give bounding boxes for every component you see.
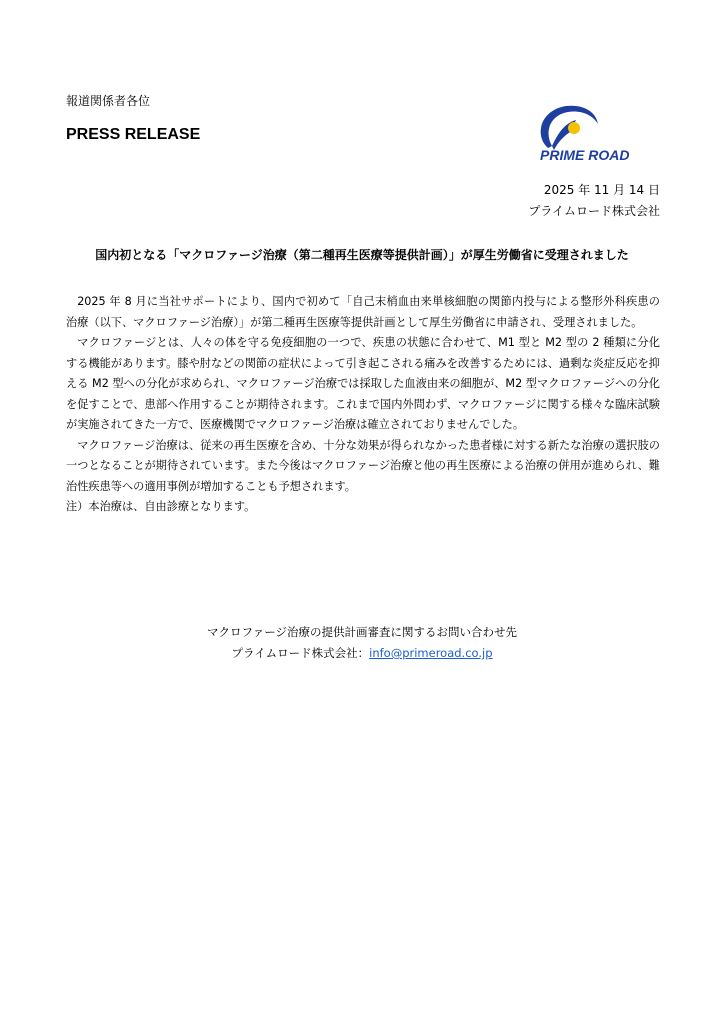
logo-text: PRIME ROAD: [540, 147, 630, 163]
contact-block: [66, 622, 658, 664]
note: 注）本治療は、自由診療となります。: [66, 500, 256, 513]
paragraph-2: マクロファージとは、人々の体を守る免疫細胞の一つで、疾患の状態に合わせて、M1 型と M2 型の 2 種類に分化する機能があります。膝や肘などの関節の症状によって引き起こされる痛みを改善するためには、過剰な炎症反応を抑える M2 型への分化が求められ、マクロファージ治療では採取した血液由来の細胞が、M2 型マクロファージへの分化を促すことで、患部へ作用することが期待されます。これまで国内外問わず、マクロファージに関する様々な臨床試験が実施されてきた一方で、医療機関でマクロファージ治療は確立されておりませんでした。: [66, 336, 660, 431]
headline: 国内初となる「マクロファージ治療（第二種再生医療等提供計画）」が厚生労働省に受理されました: [95, 248, 629, 262]
prime-road-logo-icon: [526, 102, 650, 166]
contact-company: プライムロード株式会社：: [231, 646, 370, 660]
press-release-title: PRESS RELEASE: [66, 126, 201, 143]
company-name: プライムロード株式会社: [528, 204, 660, 218]
recipients-line: 報道関係者各位: [66, 94, 151, 108]
release-date: 2025 年 11 月 14 日: [543, 183, 660, 197]
paragraph-1: 2025 年 8 月に当社サポートにより、国内で初めて「自己末梢血由来単核細胞の関節内投与による整形外科疾患の治療（以下、マクロファージ治療）」が第二種再生医療等提供計画として厚生労働省に申請され、受理されました。: [66, 295, 660, 329]
contact-email-link[interactable]: info@primeroad.co.jp: [369, 646, 493, 660]
paragraph-3: マクロファージ治療は、従来の再生医療を含め、十分な効果が得られなかった患者様に対する新たな治療の選択肢の一つとなることが期待されています。また今後はマクロファージ治療と他の再生医療による治療の併用が進められ、難治性疾患等への適用事例が増加することも予想されます。: [66, 438, 660, 493]
contact-line: [66, 643, 658, 664]
prime-road-logo: [526, 102, 650, 166]
contact-title: マクロファージ治療の提供計画審査に関するお問い合わせ先: [206, 625, 518, 639]
body-text: [66, 292, 660, 518]
